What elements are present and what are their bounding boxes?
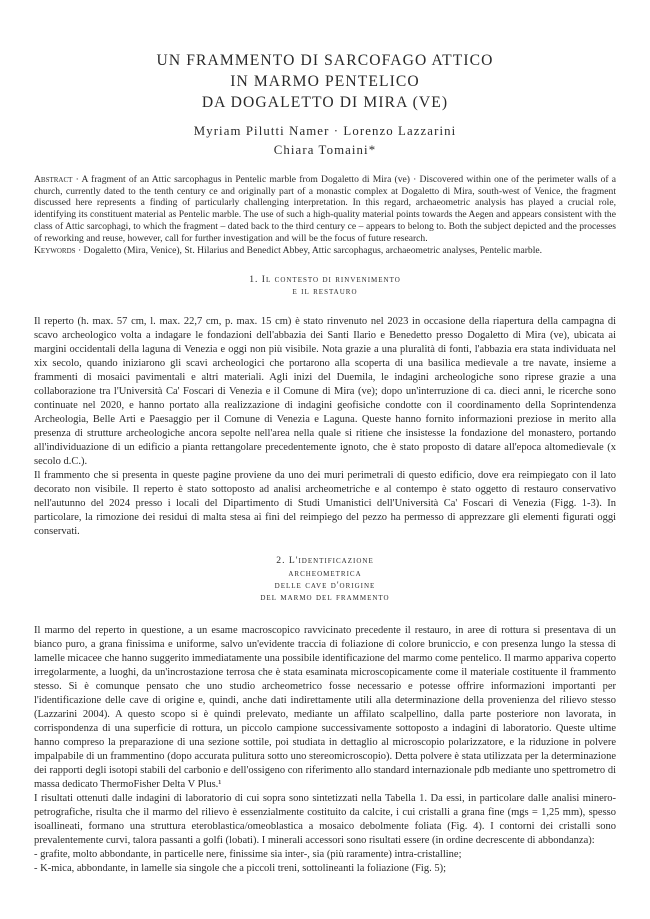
section-1-heading xyxy=(34,274,616,298)
section-2-heading xyxy=(34,555,616,604)
article-page xyxy=(34,50,616,876)
heading-line: del marmo del frammento xyxy=(260,591,390,603)
abstract xyxy=(34,174,616,244)
authors xyxy=(34,122,616,160)
title-line: DA DOGALETTO DI MIRA (VE) xyxy=(201,94,449,111)
keywords-text: · Dogaletto (Mira, Venice), St. Hilarius and Benedict Abbey, Attic sarcophagus, archaeometric analyses, Pentelic marble. xyxy=(75,245,543,257)
abstract-text: · A fragment of an Attic sarcophagus in Pentelic marble from Dogaletto di Mira (ve) · Discovered within one of the perimeter walls of a church, currently dated to the tenth century ce and originally part of a monastic complex at Dogaletto di Mira, south-west of Venice, the fragment discussed here represents a finding of particularly challenging interpretation. In this regard, archaeometric analysis has played a crucial role, identifying its constituent material as Pentelic marble. The use of such a high-quality material points towards the Aegen and appears consistent with the class of Attic sarcophagi, to which the fragment – dated back to the third century ce – appears to belong to. Both the subject depicted and the processes of reworking and reuse, however, call for further investigation and will be the focus of future research. xyxy=(34,174,616,244)
authors-line: Myriam Pilutti Namer · Lorenzo Lazzarini xyxy=(193,124,457,138)
abstract-label: Abstract xyxy=(34,174,73,185)
title-line: IN MARMO PENTELICO xyxy=(230,73,420,90)
section-2-body xyxy=(34,624,616,876)
paragraph: Il marmo del reperto in questione, a un esame macroscopico ravvicinato precedente il restauro, in aree di rottura si presentava di un bianco puro, a grana finissima e uniforme, salvo un'evidente traccia di foliazione di colore bruniccio, e con presenza lungo la stessa di lamelle micacee che hanno suggerito immediatamente una possibile identificazione del marmo come pentelico. Il marmo appariva coperto irregolarmente, a luoghi, da un'incrostazione terrosa che è stata esaminata microscopicamente come il materiale costituente il frammento stesso. Si è comunque pensato che uno studio archeometrico fosse necessario e potesse offrire informazioni importanti per l'identificazione delle cave di origine e, quindi, anche dati indirettamente utili alla determinazione della provenienza del rilievo stesso (Lazzarini 2004). A questo scopo si è quindi prelevato, mediante un affilato scalpellino, dalla parte posteriore non lavorata, in corrispondenza di una superficie di rottura, un piccolo campione successivamente sottoposto a indagini di laboratorio. Queste ultime hanno compreso la preparazione di una sezione sottile, poi studiata in dettaglio al microscopio polarizzatore, e la riduzione in polvere impalpabile di un frammentino (dopo accurata pulitura sotto uno stereomicroscopio). Detta polvere è stata utilizzata per la determinazione dei rapporti degli isotopi stabili del carbonio e dell'ossigeno con riferimento allo standard internazionale pdb mediante uno spettrometro di massa dedicato ThermoFisher Delta V Plus.¹ xyxy=(34,625,616,791)
paragraph: Il frammento che si presenta in queste pagine proviene da uno dei muri perimetrali di questo edificio, dove era reimpiegato con il lato decorato non visibile. Il reperto è stato sottoposto ad analisi archeometriche e al contempo è stato oggetto di restauro conservativo nell'autunno del 2024 presso i locali del Dipartimento di Studi Umanistici dell'Università Ca' Foscari di Venezia (Figg. 1-3). In particolare, la rimozione dei residui di malta stesa ai fini del reimpiego del pezzo ha permesso di apprezzare gli elementi figurati oggi conservati. xyxy=(34,470,616,538)
section-1-body xyxy=(34,315,616,539)
article-title xyxy=(34,50,616,113)
heading-line: delle cave d'origine xyxy=(274,579,376,591)
paragraph: I risultati ottenuti dalle indagini di laboratorio di cui sopra sono sintetizzati nella Tabella 1. Da essi, in particolare dalle analisi minero-petrografiche, risulta che il marmo del rilievo è essenzialmente costituito da calcite, i cui cristalli a grana fine (mgs = 1,25 mm), spesso isoallineati, formano una struttura eteroblastica/omeoblastica a mosaico debolmente foliata (Fig. 4). I contorni dei cristalli sono prevalentemente curvi, talora passanti a golfi (lobati). I minerali accessori sono risultati essere (in ordine decrescente di abbondanza): xyxy=(34,793,616,847)
authors-line: Chiara Tomaini* xyxy=(273,143,377,157)
heading-line: archeometrica xyxy=(288,567,362,579)
keywords-label: Keywords xyxy=(34,245,76,257)
heading-line: e il restauro xyxy=(292,286,358,298)
heading-line: 1. Il contesto di rinvenimento xyxy=(249,273,401,285)
list-item: - K-mica, abbondante, in lamelle sia singole che a piccoli treni, sottolineanti la foliazione (Fig. 5); xyxy=(34,863,446,875)
list-item: - grafite, molto abbondante, in particelle nere, finissime sia inter-, sia (più raramente) intra-cristalline; xyxy=(34,849,462,861)
keywords xyxy=(34,245,616,257)
title-line: UN FRAMMENTO DI SARCOFAGO ATTICO xyxy=(156,52,494,69)
heading-line: 2. L'identificazione xyxy=(276,555,374,567)
paragraph: Il reperto (h. max. 57 cm, l. max. 22,7 cm, p. max. 15 cm) è stato rinvenuto nel 2023 in occasione della riapertura della campagna di scavo archeologico volta a indagare le fondazioni dell'abbazia dei Santi Ilario e Benedetto presso Dogaletto di Mira (ve), ubicata ai margini occidentali della laguna di Venezia e oggi non più visibile. Nota grazie a una pluralità di fonti, l'abbazia era stata individuata nel xix secolo, quando iniziarono gli scavi archeologici che portarono alla scoperta di una basilica medievale a tre navate, insieme a frammenti di mosaici pavimentali e altri materiali. Agli inizi del Duemila, le indagini archeologiche sono riprese grazie a una collaborazione tra l'Università Ca' Foscari di Venezia e il Comune di Mira (ve); dopo un'interruzione di ca. dieci anni, le ricerche sono continuate nel 2020, e hanno portato alla realizzazione di indagini geofisiche condotte con il coordinamento della Soprintendenza Archeologia, Belle Arti e Paesaggio per il Comune di Venezia e Laguna. Queste hanno fornito informazioni preziose in merito alla presenza di strutture archeologiche ancora sepolte nell'area nella quale si ritiene che insistesse la fondazione del monastero, portando all'individuazione di un edificio a pianta rettangolare precedentemente ignoto, che è stato proposto di datare all'epoca altomedievale (x secolo d.C.). xyxy=(34,316,616,468)
